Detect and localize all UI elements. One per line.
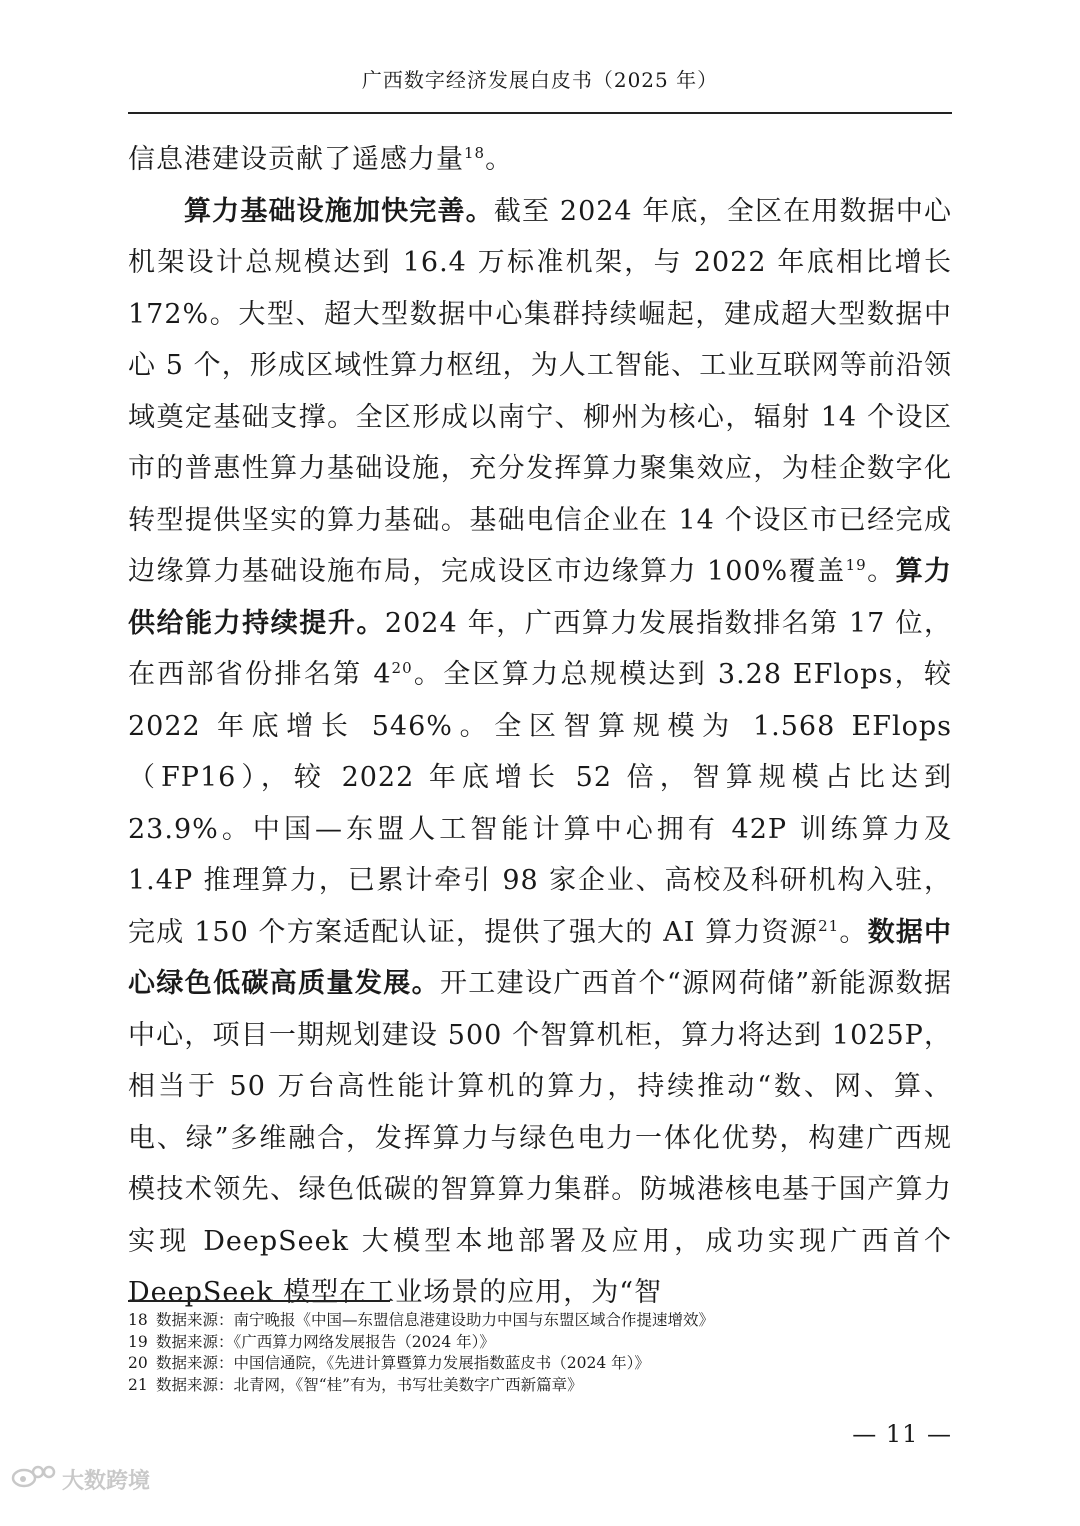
watermark bbox=[10, 1462, 150, 1496]
paragraph-2-punct-1: 。 bbox=[866, 556, 896, 587]
footnote-number: 20 bbox=[128, 1354, 148, 1372]
footnote-ref-21[interactable]: 21 bbox=[818, 916, 840, 935]
footnote-number: 18 bbox=[128, 1311, 148, 1329]
paragraph-2-text-3: 。全区算力总规模达到 3.28 EFlops，较 2022 年底增长 546%。全区智算规模为 1.568 EFlops（FP16），较 2022 年底增长 52 倍，智算规模占比达到 23.9%。中国—东盟人工智能计算中心拥有 42P 训练算力及 1.4P 推理算力，已累计牵引 98 家企业、高校及科研机构入驻，完成 150 个方案适配认证，提供了强大的 AI 算力资源 bbox=[128, 659, 952, 948]
paragraph-2 bbox=[128, 186, 952, 1319]
footnote-ref-18[interactable]: 18 bbox=[464, 144, 486, 162]
footnote-18 bbox=[128, 1310, 952, 1332]
paragraph-1-end: 。 bbox=[485, 144, 514, 175]
heading-computing-supply: 算力供给能力持续提升。 bbox=[128, 556, 953, 639]
page-number: — 11 — bbox=[852, 1420, 952, 1448]
watermark-text: 大数跨境 bbox=[62, 1468, 151, 1494]
weibo-logo-icon bbox=[10, 1462, 56, 1496]
footnote-19 bbox=[128, 1332, 952, 1354]
footnote-text: 数据来源：北青网，《智“桂”有为，书写壮美数字广西新篇章》 bbox=[156, 1375, 583, 1394]
footnote-ref-19[interactable]: 19 bbox=[845, 556, 867, 574]
paragraph-1-text: 信息港建设贡献了遥感力量 bbox=[128, 144, 464, 175]
heading-green-datacenter: 数据中心绿色低碳高质量发展。 bbox=[128, 916, 953, 999]
paragraph-2-text-1: 截至 2024 年底，全区在用数据中心机架设计总规模达到 16.4 万标准机架，与 2022 年底相比增长 172%。大型、超大型数据中心集群持续崛起，建成超大型数据中心 5 个，形成区域性算力枢纽，为人工智能、工业互联网等前沿领域奠定基础支撑。全区形成以南宁、柳州为核心，辐射 14 个设区市的普惠性算力基础设施，充分发挥算力聚集效应，为桂企数字化转型提供坚实的算力基础。基础电信企业在 14 个设区市已经完成边缘算力基础设施布局，完成设区市边缘算力 100%覆盖 bbox=[128, 195, 952, 587]
footnote-ref-20[interactable]: 20 bbox=[391, 659, 413, 677]
footnote-text: 数据来源：中国信通院，《先进计算暨算力发展指数蓝皮书（2024 年）》 bbox=[156, 1354, 650, 1372]
footnote-text: 数据来源：《广西算力网络发展报告（2024 年）》 bbox=[156, 1332, 495, 1351]
paragraph-2-text-4: 开工建设广西首个“源网荷储”新能源数据中心，项目一期规划建设 500 个智算机柜，算力将达到 1025P，相当于 50 万台高性能计算机的算力，持续推动“数、网、算、电、绿”多维融合，发挥算力与绿色电力一体化优势，构建广西规模技术领先、绿色低碳的智算算力集群。防城港核电基于国产算力实现 DeepSeek 大模型本地部署及应用，成功实现广西首个 DeepSeek 模型在工业场景的应用，为“智 bbox=[128, 968, 953, 1308]
footnote-20 bbox=[128, 1353, 952, 1375]
paragraph-2-text-2: 2024 年，广西算力发展指数排名第 17 位，在西部省份排名第 4 bbox=[128, 607, 952, 690]
page-header-title: 广西数字经济发展白皮书（2025 年） bbox=[361, 68, 719, 92]
footnote-21 bbox=[128, 1375, 952, 1397]
footnote-number: 19 bbox=[128, 1332, 148, 1351]
footnote-text: 数据来源：南宁晚报《中国—东盟信息港建设助力中国与东盟区域合作提速增效》 bbox=[156, 1311, 715, 1329]
paragraph-2-punct-3: 。 bbox=[839, 916, 868, 948]
footnote-number: 21 bbox=[128, 1375, 148, 1394]
footnote-divider bbox=[128, 1300, 390, 1302]
footnotes bbox=[128, 1310, 952, 1396]
heading-computing-infrastructure: 算力基础设施加快完善。 bbox=[184, 195, 494, 227]
header-divider bbox=[128, 112, 952, 114]
paragraph-1 bbox=[128, 134, 952, 186]
body-text bbox=[128, 134, 952, 1319]
